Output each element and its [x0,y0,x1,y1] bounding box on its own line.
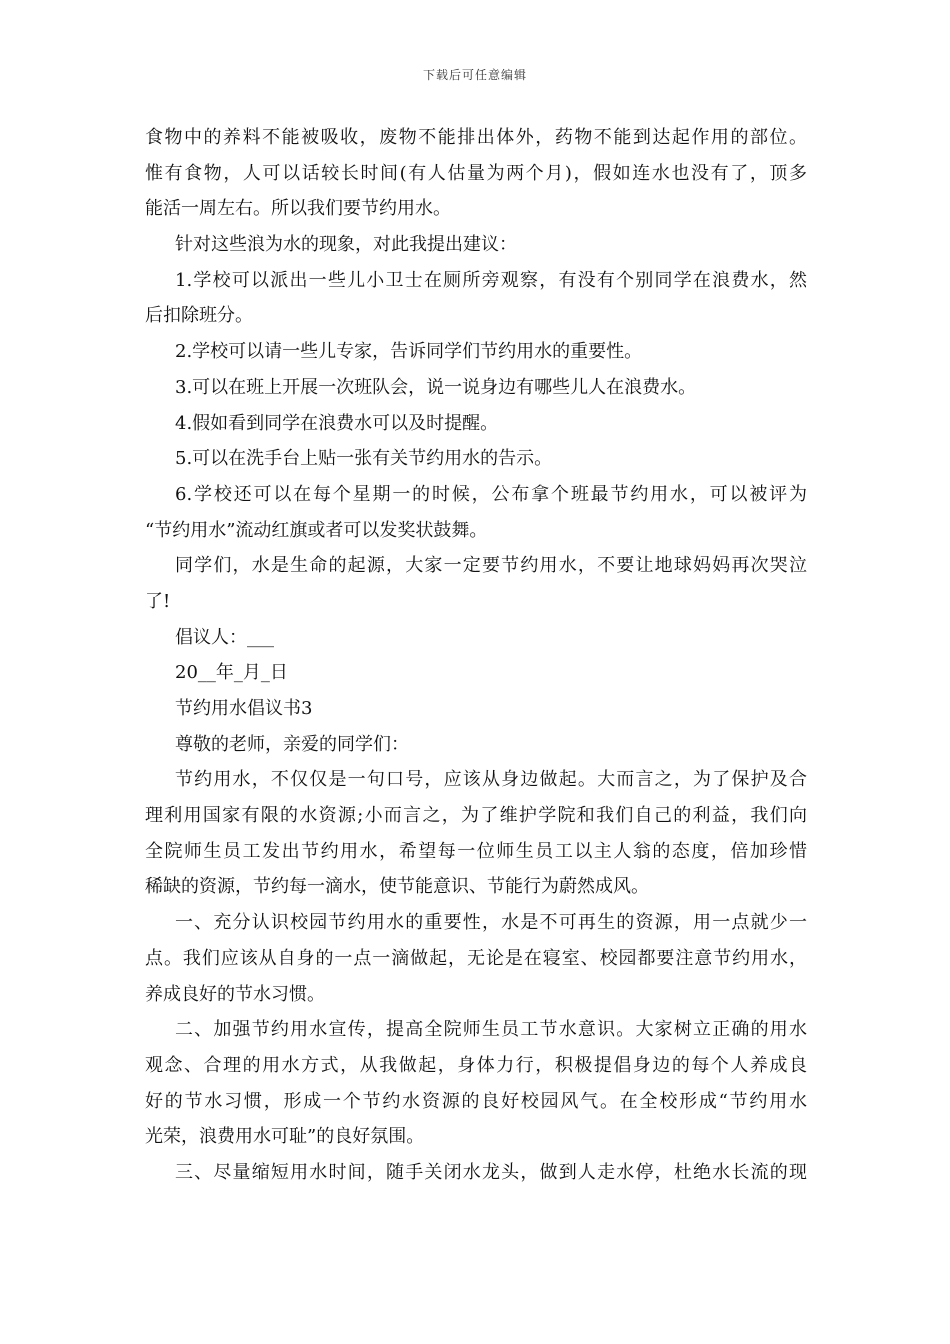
text-line: 理利用国家有限的水资源;小而言之，为了维护学院和我们自己的利益，我们向 [145,805,807,827]
text-line: 养成良好的节水习惯。 [145,983,325,1005]
text-line: 后扣除班分。 [145,305,253,327]
text-line: 惟有食物，人可以话较长时间(有人估量为两个月)，假如连水也没有了，顶多 [145,162,807,184]
text-line: 点。我们应该从自身的一点一滴做起，无论是在寝室、校园都要注意节约用水， [145,947,807,969]
text-line: 能活一周左右。所以我们要节约用水。 [145,198,451,220]
text-line: 好的节水习惯，形成一个节约水资源的良好校园风气。在全校形成“节约用水 [145,1090,807,1112]
text-line: 二、加强节约用水宣传，提高全院师生员工节水意识。大家树立正确的用水 [175,1019,807,1041]
text-line: 2.学校可以请一些儿专家，告诉同学们节约用水的重要性。 [175,341,643,363]
text-line: 三、尽量缩短用水时间，随手关闭水龙头，做到人走水停，杜绝水长流的现 [175,1161,807,1183]
text-line: 20__年_月_日 [175,662,288,684]
text-line: 全院师生员工发出节约用水，希望每一位师生员工以主人翁的态度，倍加珍惜 [145,840,807,862]
text-line: 倡议人：___ [175,626,274,648]
text-line: 一、充分认识校园节约用水的重要性，水是不可再生的资源，用一点就少一 [175,912,807,934]
text-line: 尊敬的老师，亲爱的同学们： [175,733,409,755]
text-line: 稀缺的资源，节约每一滴水，使节能意识、节能行为蔚然成风。 [145,876,649,898]
text-line: “节约用水”流动红旗或者可以发奖状鼓舞。 [145,519,488,541]
text-line: 针对这些浪为水的现象，对此我提出建议： [175,234,517,256]
text-line: 节约用水，不仅仅是一句口号，应该从身边做起。大而言之，为了保护及合 [175,769,807,791]
text-line: 了! [145,590,171,612]
page-header: 下载后可任意编辑 [422,68,527,82]
document-body [145,120,807,1191]
text-line: 5.可以在洗手台上贴一张有关节约用水的告示。 [175,448,553,470]
text-line: 3.可以在班上开展一次班队会，说一说身边有哪些儿人在浪费水。 [175,376,697,398]
text-line: 4.假如看到同学在浪费水可以及时提醒。 [175,412,499,434]
text-line: 同学们，水是生命的起源，大家一定要节约用水，不要让地球妈妈再次哭泣 [175,555,807,577]
text-line: 食物中的养料不能被吸收，废物不能排出体外，药物不能到达起作用的部位。 [145,127,807,148]
text-line: 光荣，浪费用水可耻”的良好氛围。 [145,1126,425,1148]
text-line: 观念、合理的用水方式，从我做起，身体力行，积极提倡身边的每个人养成良 [145,1054,807,1076]
text-line: 6.学校还可以在每个星期一的时候，公布拿个班最节约用水，可以被评为 [175,483,807,505]
section-title: 节约用水倡议书3 [175,698,313,719]
text-line: 1.学校可以派出一些儿小卫士在厕所旁观察，有没有个别同学在浪费水，然 [175,269,807,291]
